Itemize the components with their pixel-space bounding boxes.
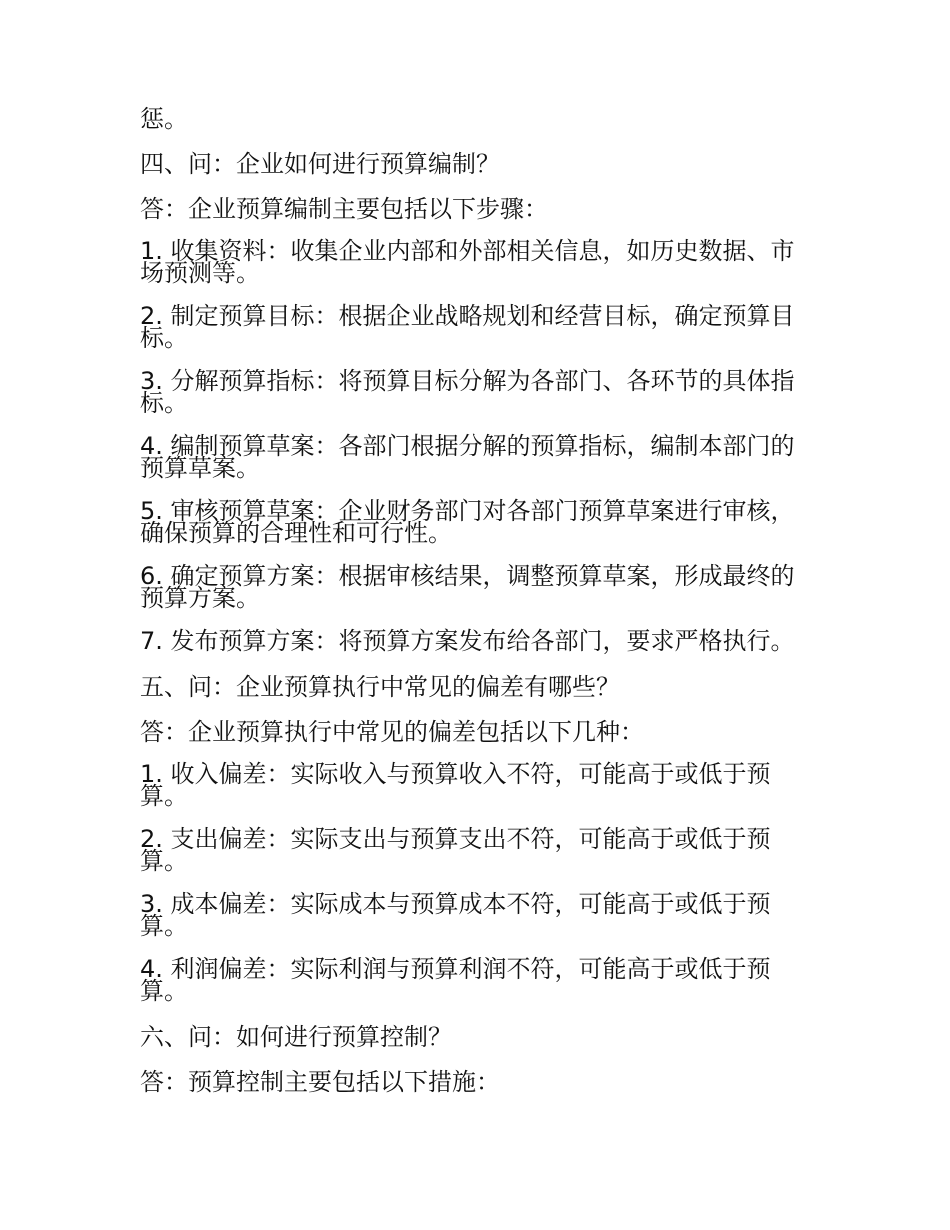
section-5-question: 五、问：企业预算执行中常见的偏差有哪些？ <box>140 673 620 701</box>
deviation-item-3: 3. 成本偏差：实际成本与预算成本不符，可能高于或低于预算。 <box>140 890 771 940</box>
deviation-item-1: 1. 收入偏差：实际收入与预算收入不符，可能高于或低于预算。 <box>140 760 771 810</box>
section-4-question: 四、问：企业如何进行预算编制？ <box>140 150 500 178</box>
section-4-answer-intro: 答：企业预算编制主要包括以下步骤： <box>140 195 548 223</box>
section-6-answer-intro: 答：预算控制主要包括以下措施： <box>140 1068 500 1096</box>
section-5-answer-intro: 答：企业预算执行中常见的偏差包括以下几种： <box>140 718 644 746</box>
budget-step-6: 6. 确定预算方案：根据审核结果，调整预算草案，形成最终的预算方案。 <box>140 562 795 612</box>
deviation-item-4: 4. 利润偏差：实际利润与预算利润不符，可能高于或低于预算。 <box>140 955 771 1005</box>
fragment-line: 惩。 <box>140 105 188 133</box>
budget-step-5: 5. 审核预算草案：企业财务部门对各部门预算草案进行审核，确保预算的合理性和可行性。 <box>140 497 795 547</box>
budget-step-4: 4. 编制预算草案：各部门根据分解的预算指标，编制本部门的预算草案。 <box>140 432 795 482</box>
deviation-item-2: 2. 支出偏差：实际支出与预算支出不符，可能高于或低于预算。 <box>140 825 771 875</box>
budget-step-1: 1. 收集资料：收集企业内部和外部相关信息，如历史数据、市场预测等。 <box>140 237 795 287</box>
document-page <box>140 105 800 1113</box>
budget-step-7: 7. 发布预算方案：将预算方案发布给各部门，要求严格执行。 <box>140 627 795 655</box>
budget-step-3: 3. 分解预算指标：将预算目标分解为各部门、各环节的具体指标。 <box>140 367 795 417</box>
section-6-question: 六、问：如何进行预算控制？ <box>140 1023 452 1051</box>
budget-step-2: 2. 制定预算目标：根据企业战略规划和经营目标，确定预算目标。 <box>140 302 795 352</box>
